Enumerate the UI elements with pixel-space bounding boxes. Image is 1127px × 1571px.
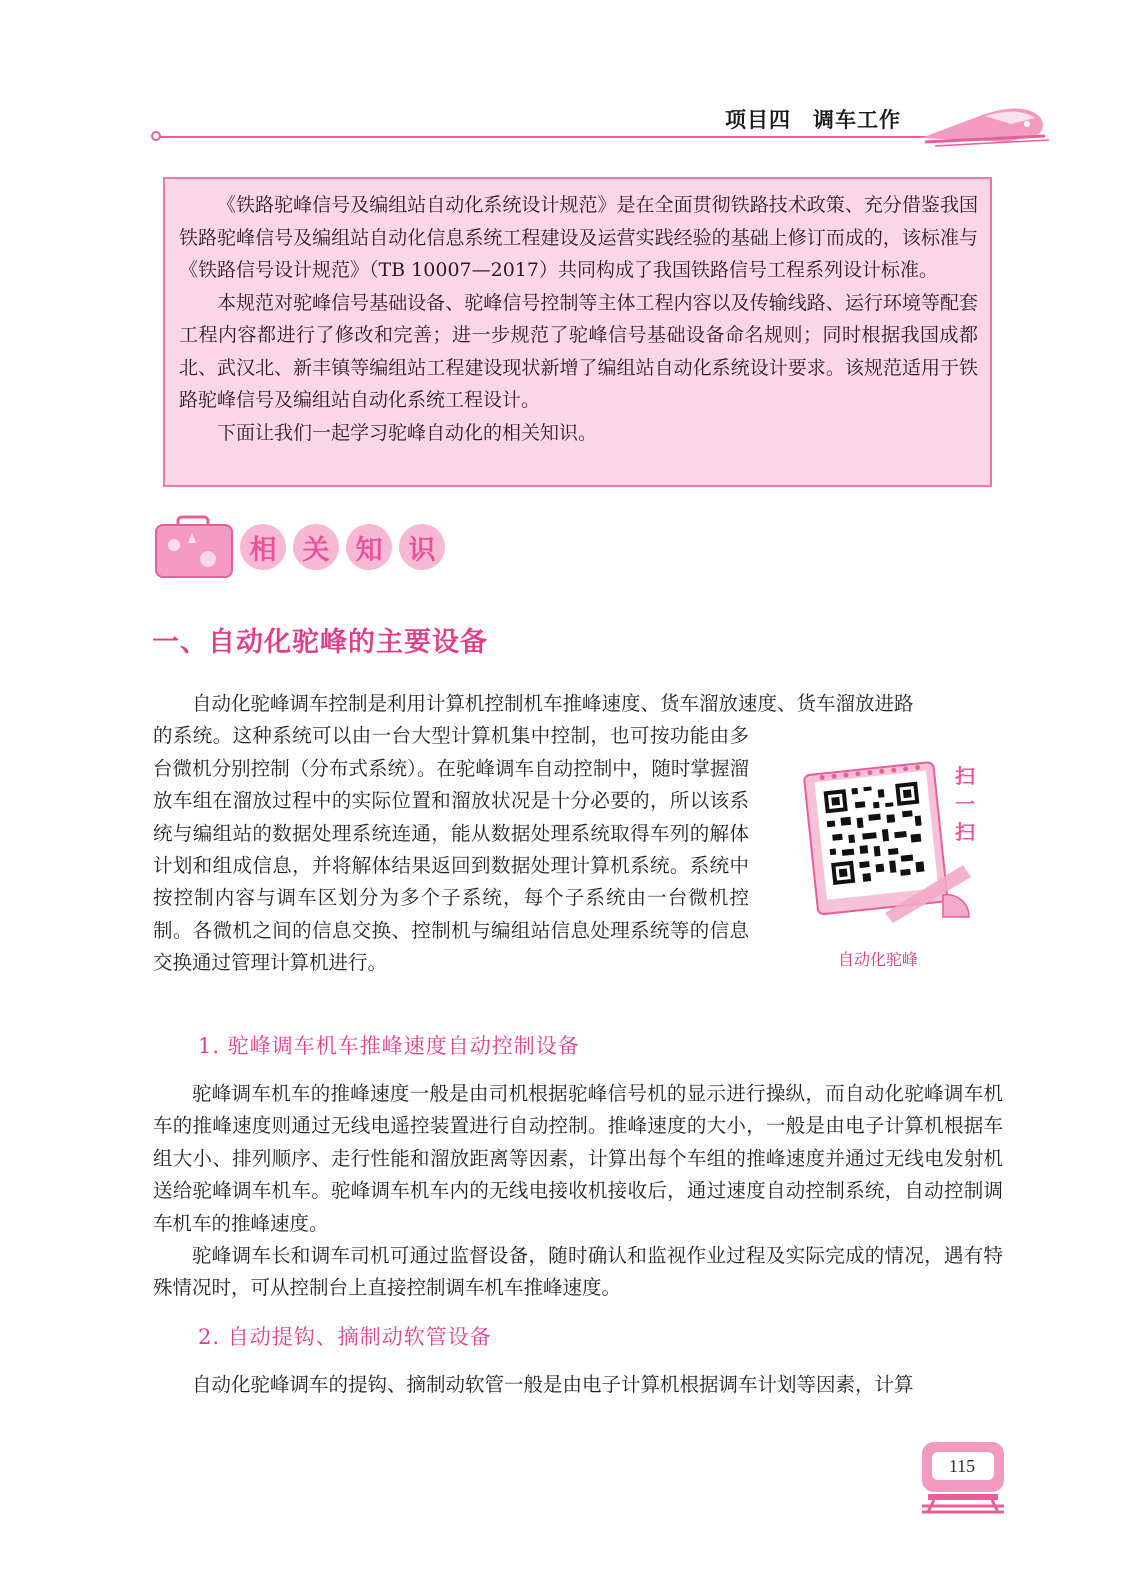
running-header (725, 104, 901, 134)
header-project: 项目四 (725, 108, 791, 132)
paragraph-first-line: 自动化驼峰调车控制是利用计算机控制机车推峰速度、货车溜放速度、货车溜放进路 (192, 692, 914, 715)
qr-caption: 自动化驼峰 (838, 950, 919, 969)
header-chapter: 调车工作 (813, 108, 901, 132)
subsection-title-push-speed: 1. 驼峰调车机车推峰速度自动控制设备 (198, 1034, 580, 1058)
suitcase-icon (152, 515, 236, 581)
badge-char: 识 (399, 524, 445, 570)
badge-char: 相 (240, 524, 286, 570)
intro-box (163, 177, 992, 487)
badge-char: 知 (346, 524, 392, 570)
paragraph: 自动化驼峰调车的提钩、摘制动软管一般是由电子计算机根据调车计划等因素，计算 (192, 1373, 914, 1396)
intro-paragraph: 《铁路驼峰信号及编组站自动化系统设计规范》是在全面贯彻铁路技术政策、充分借鉴我国铁路驼峰信号及编组站自动化信息系统工程建设及运营实践经验的基础上修订而成的，该标准与《铁路信号设计规范》（TB 10007—2017）共同构成了我国铁路信号工程系列设计标准。 (179, 194, 978, 281)
section-title: 一、自动化驼峰的主要设备 (152, 627, 488, 658)
header-rule-dot (151, 131, 161, 141)
paragraph-uncoupling (153, 1369, 1003, 1401)
badge-char: 关 (293, 524, 339, 570)
paragraph-push-speed (153, 1078, 1003, 1305)
paragraph-wrapped: 的系统。这种系统可以由一台大型计算机集中控制，也可按功能由多台微机分别控制（分布式系统）。在驼峰调车自动控制中，随时掌握溜放车组在溜放过程中的实际位置和溜放状况是十分必要的，所以该系统与编组站的数据处理系统连通，能从数据处理系统取得车列的解体计划和组成信息，并将解体结果返回到数据处理计算机系统。系统中按控制内容与调车区划分为多个子系统，每个子系统由一台微机控制。各微机之间的信息交换、控制机与编组站信息处理系统等的信息交换通过管理计算机进行。 (153, 724, 749, 975)
subsection-title-uncoupling: 2. 自动提钩、摘制动软管设备 (198, 1325, 492, 1349)
train-icon (915, 94, 1055, 154)
intro-paragraph: 本规范对驼峰信号基础设备、驼峰信号控制等主体工程内容以及传输线路、运行环境等配套工程内容都进行了修改和完善；进一步规范了驼峰信号基础设备命名规则；同时根据我国成都北、武汉北、新丰镇等编组站工程建设现状新增了编组站自动化系统设计要求。该规范适用于铁路驼峰信号及编组站自动化系统工程设计。 (179, 291, 978, 411)
page-number: 115 (948, 1456, 976, 1476)
paragraph: 驼峰调车长和调车司机可通过监督设备，随时确认和监视作业过程及实际完成的情况，遇有特殊情况时，可从控制台上直接控制调车机车推峰速度。 (153, 1244, 1003, 1300)
paragraph: 驼峰调车机车的推峰速度一般是由司机根据驼峰信号机的显示进行操纵，而自动化驼峰调车机车的推峰速度则通过无线电遥控装置进行自动控制。推峰速度的大小，一般是由电子计算机根据车组大小、排列顺序、走行性能和溜放距离等因素，计算出每个车组的推峰速度并通过无线电发射机送给驼峰调车机车。驼峰调车机车内的无线电接收机接收后，通过速度自动控制系统，自动控制调车机车的推峰速度。 (153, 1082, 1003, 1235)
page-number-train-icon (918, 1438, 1008, 1518)
intro-paragraph: 下面让我们一起学习驼峰自动化的相关知识。 (217, 421, 598, 444)
scan-label: 扫一扫 (955, 764, 975, 844)
header-rule (160, 136, 960, 138)
